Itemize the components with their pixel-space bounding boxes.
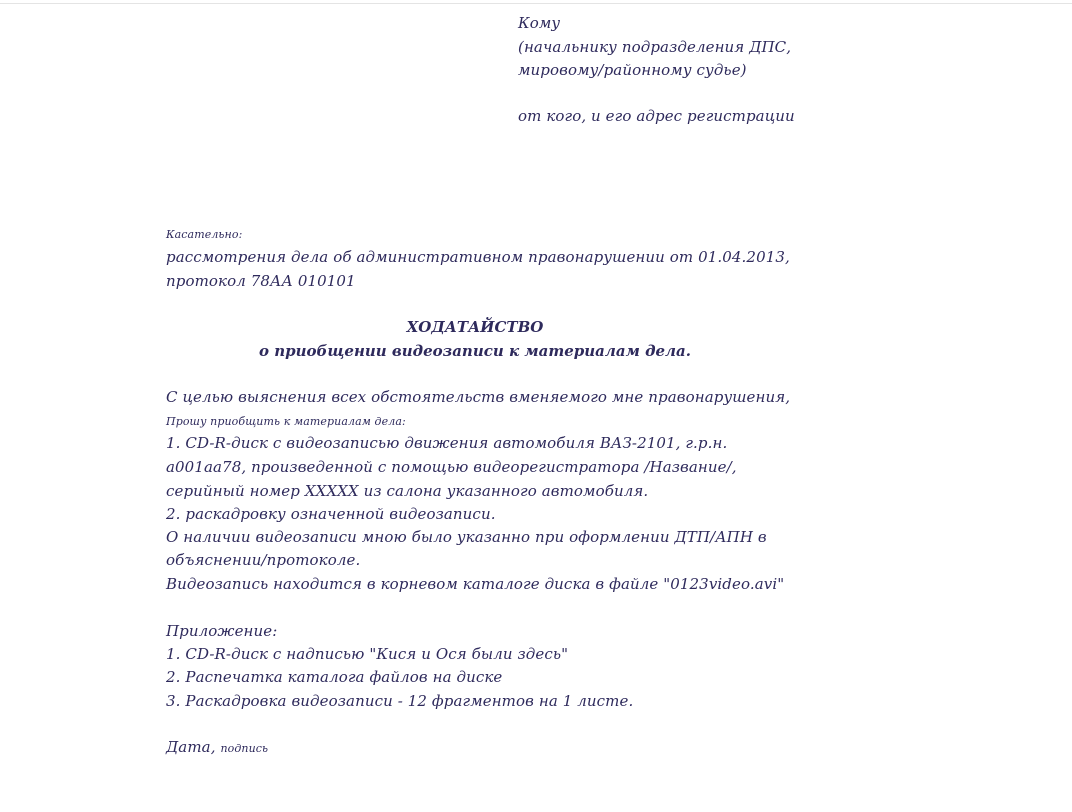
location-line: Видеозапись находится в корневом каталоге диска в файле "0123video.avi" (166, 575, 785, 593)
item-1-line-3: серийный номер ХХХХХ из салона указанного автомобиля. (166, 482, 649, 500)
attachments-label: Приложение: (166, 622, 278, 640)
document-title: ХОДАТАЙСТВО (406, 318, 544, 336)
date-signature-line (166, 738, 268, 756)
attachment-item: 3. Раскадровка видеозаписи - 12 фрагментов на 1 листе. (166, 692, 634, 710)
attachment-item: 1. CD-R-диск с надписью "Кися и Ося были здесь" (166, 645, 569, 663)
date-label: Дата, (166, 738, 216, 756)
request-line: Прошу приобщить к материалам дела: (166, 415, 406, 428)
item-1-line-2: а001аа78, произведенной с помощью видеорегистратора /Название/, (166, 458, 737, 476)
note-line-1: О наличии видеозаписи мною было указанно при оформлении ДТП/АПН в (166, 528, 767, 546)
to-label: Кому (518, 14, 561, 32)
to-line-1: (начальнику подразделения ДПС, (518, 38, 792, 56)
item-2-line: 2. раскадровку означенной видеозаписи. (166, 505, 496, 523)
regarding-label: Касательно: (166, 228, 243, 241)
attachment-item: 2. Распечатка каталога файлов на диске (166, 668, 503, 686)
item-1-line-1: 1. CD-R-диск с видеозаписью движения автомобиля ВАЗ-2101, г.р.н. (166, 434, 728, 452)
regarding-line-1: рассмотрения дела об административном правонарушении от 01.04.2013, (166, 248, 790, 266)
intro-line: С целью выяснения всех обстоятельств вменяемого мне правонарушения, (166, 388, 791, 406)
signature-label: подпись (220, 742, 269, 755)
regarding-line-2: протокол 78АА 010101 (166, 272, 356, 290)
top-divider (0, 0, 1072, 4)
to-line-2: мировому/районному судье) (518, 61, 747, 79)
from-line: от кого, и его адрес регистрации (518, 107, 795, 125)
document-subtitle: о приобщении видеозаписи к материалам дела. (259, 342, 691, 360)
note-line-2: объяснении/протоколе. (166, 551, 361, 569)
